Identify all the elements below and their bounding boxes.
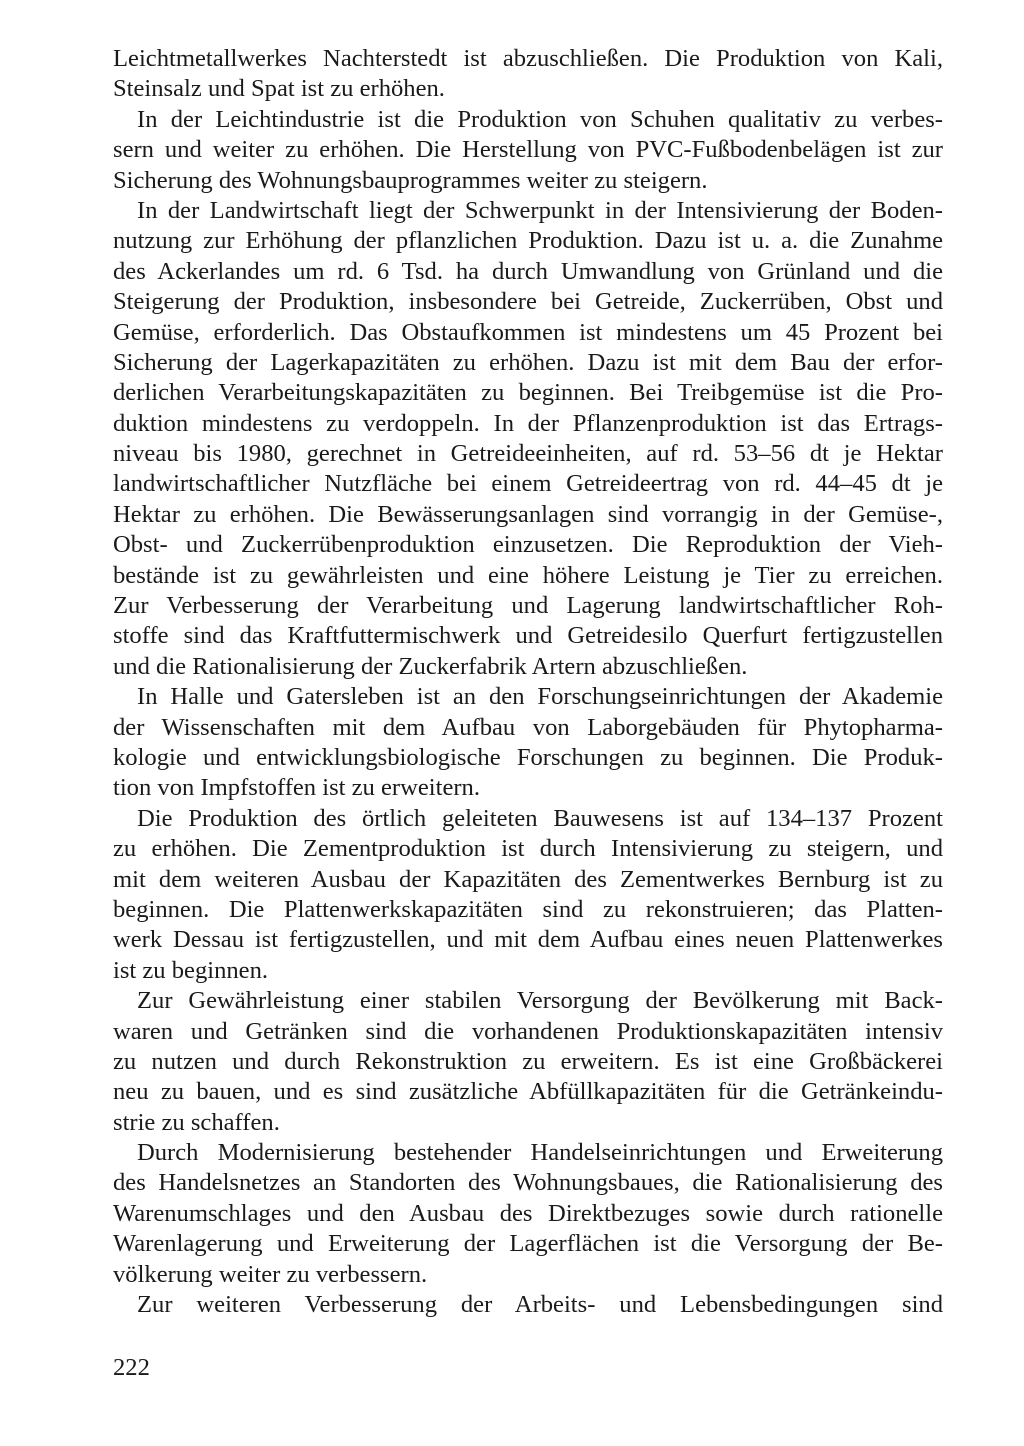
paragraph bbox=[113, 682, 943, 804]
text-line: Steinsalz und Spat ist zu erhöhen. bbox=[113, 75, 445, 103]
text-line: Steigerung der Produktion, insbesondere bei Getreide, Zuckerrüben, Obst und bbox=[113, 288, 943, 316]
text-line: derlichen Verarbeitungskapazitäten zu beginnen. Bei Treibgemüse ist die Pro- bbox=[113, 379, 943, 407]
text-line: Zur Gewährleistung einer stabilen Versorgung der Bevölkerung mit Back- bbox=[137, 987, 943, 1015]
paragraph bbox=[113, 1138, 943, 1290]
paragraph bbox=[113, 105, 943, 196]
text-line: mit dem weiteren Ausbau der Kapazitäten des Zementwerkes Bernburg ist zu bbox=[113, 865, 943, 893]
text-line: und die Rationalisierung der Zuckerfabrik Artern abzuschließen. bbox=[113, 652, 748, 680]
text-line: kologie und entwicklungsbiologische Forschungen zu beginnen. Die Produk- bbox=[113, 743, 943, 771]
paragraph bbox=[113, 196, 943, 682]
text-line: Gemüse, erforderlich. Das Obstaufkommen ist mindestens um 45 Prozent bei bbox=[113, 318, 943, 346]
text-line: Warenumschlages und den Ausbau des Direktbezuges sowie durch rationelle bbox=[113, 1199, 943, 1227]
text-line: neu zu bauen, und es sind zusätzliche Abfüllkapazitäten für die Getränkeindu- bbox=[113, 1078, 943, 1106]
text-line: sern und weiter zu erhöhen. Die Herstellung von PVC-Fußbodenbelägen ist zur bbox=[113, 136, 943, 164]
text-line: des Ackerlandes um rd. 6 Tsd. ha durch Umwandlung von Grünland und die bbox=[113, 257, 943, 285]
text-line: tion von Impfstoffen ist zu erweitern. bbox=[113, 774, 480, 802]
text-line: Sicherung des Wohnungsbauprogrammes weiter zu steigern. bbox=[113, 166, 708, 194]
text-line: In Halle und Gatersleben ist an den Forschungseinrichtungen der Akademie bbox=[137, 683, 943, 711]
paragraph bbox=[113, 986, 943, 1138]
text-line: Zur weiteren Verbesserung der Arbeits- und Lebensbedingungen sind bbox=[137, 1291, 943, 1319]
text-line: Leichtmetallwerkes Nachterstedt ist abzuschließen. Die Produktion von Kali, bbox=[113, 45, 943, 72]
text-line: strie zu schaffen. bbox=[113, 1108, 280, 1136]
text-line: Sicherung der Lagerkapazitäten zu erhöhen. Dazu ist mit dem Bau der erfor- bbox=[113, 348, 943, 376]
text-line: waren und Getränken sind die vorhandenen Produktionskapazitäten intensiv bbox=[113, 1017, 943, 1045]
text-line: In der Landwirtschaft liegt der Schwerpunkt in der Intensivierung der Boden- bbox=[137, 196, 943, 224]
text-line: In der Leichtindustrie ist die Produktion von Schuhen qualitativ zu verbes- bbox=[137, 105, 943, 133]
text-line: Die Produktion des örtlich geleiteten Bauwesens ist auf 134–137 Prozent bbox=[137, 804, 943, 832]
text-line: des Handelsnetzes an Standorten des Wohnungsbaues, die Rationalisierung des bbox=[113, 1169, 943, 1197]
text-line: niveau bis 1980, gerechnet in Getreideeinheiten, auf rd. 53–56 dt je Hektar bbox=[113, 440, 943, 468]
paragraph bbox=[113, 804, 943, 986]
paragraph bbox=[113, 44, 943, 105]
text-line: völkerung weiter zu verbessern. bbox=[113, 1260, 428, 1288]
text-line: Warenlagerung und Erweiterung der Lagerflächen ist die Versorgung der Be- bbox=[113, 1230, 943, 1258]
text-line: zu nutzen und durch Rekonstruktion zu erweitern. Es ist eine Großbäckerei bbox=[113, 1047, 943, 1075]
text-line: bestände ist zu gewährleisten und eine höhere Leistung je Tier zu erreichen. bbox=[113, 561, 943, 589]
text-line: duktion mindestens zu verdoppeln. In der Pflanzenproduktion ist das Ertrags- bbox=[113, 409, 943, 437]
paragraph bbox=[113, 1290, 943, 1320]
text-line: beginnen. Die Plattenwerkskapazitäten sind zu rekonstruieren; das Platten- bbox=[113, 895, 943, 923]
text-line: der Wissenschaften mit dem Aufbau von Laborgebäuden für Phytopharma- bbox=[113, 713, 943, 741]
page-number: 222 bbox=[113, 1354, 150, 1381]
text-line: stoffe sind das Kraftfuttermischwerk und Getreidesilo Querfurt fertigzustellen bbox=[113, 622, 943, 650]
text-line: Obst- und Zuckerrübenproduktion einzusetzen. Die Reproduktion der Vieh- bbox=[113, 531, 943, 559]
text-line: Hektar zu erhöhen. Die Bewässerungsanlagen sind vorrangig in der Gemüse-, bbox=[113, 500, 943, 528]
text-line: nutzung zur Erhöhung der pflanzlichen Produktion. Dazu ist u. a. die Zunahme bbox=[113, 227, 943, 255]
document-body bbox=[113, 44, 943, 1320]
text-line: ist zu beginnen. bbox=[113, 956, 269, 984]
text-line: werk Dessau ist fertigzustellen, und mit dem Aufbau eines neuen Plattenwerkes bbox=[113, 926, 943, 954]
text-line: zu erhöhen. Die Zementproduktion ist durch Intensivierung zu steigern, und bbox=[113, 835, 943, 863]
text-line: Zur Verbesserung der Verarbeitung und Lagerung landwirtschaftlicher Roh- bbox=[113, 592, 943, 620]
text-line: landwirtschaftlicher Nutzfläche bei einem Getreideertrag von rd. 44–45 dt je bbox=[113, 470, 943, 498]
text-line: Durch Modernisierung bestehender Handelseinrichtungen und Erweiterung bbox=[137, 1139, 943, 1167]
